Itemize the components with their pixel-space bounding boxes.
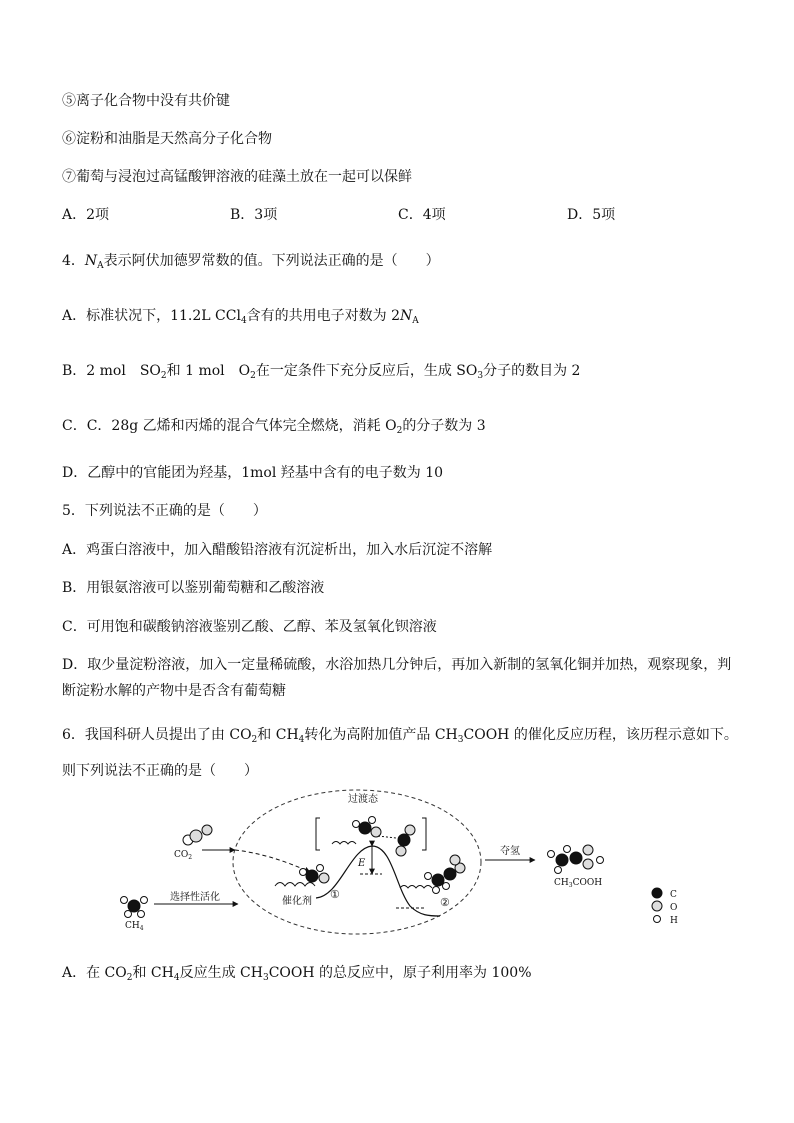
q3-option-b: B．3项 xyxy=(230,207,278,223)
ts-co2-carbon xyxy=(398,834,410,846)
adsorbed-carbon xyxy=(306,870,318,882)
step2-carbon-2 xyxy=(444,868,456,880)
q5-option-a: A．鸡蛋白溶液中，加入醋酸铅溶液有沉淀析出，加入水后沉淀不溶解 xyxy=(62,542,493,558)
q5-option-d-line1: D．取少量淀粉溶液，加入一定量稀硫酸，水浴加热几分钟后，再加入新制的氢氧化铜并加热，观察现象，判 xyxy=(62,657,732,673)
legend-oxygen-label: O xyxy=(670,903,678,913)
statement-6: ⑥淀粉和油脂是天然高分子化合物 xyxy=(62,131,272,147)
legend-hydrogen-marker xyxy=(654,916,661,923)
q6-option-a: A．在 $CO_2$和 $CH_4$反应生成 $CH_3COOH$ 的总反应中，原子利用率为 100% xyxy=(62,965,532,983)
energy-label: E xyxy=(358,858,366,869)
ts-carbon xyxy=(359,822,371,834)
ts-bracket-right xyxy=(422,818,426,850)
q4-option-d: D．乙醇中的官能团为羟基，1mol 羟基中含有的电子数为 10 xyxy=(62,465,444,481)
q4-stem: 4．$N_A$表示阿伏加德罗常数的值。下列说法正确的是（ ） xyxy=(62,253,440,271)
step2-carbon-1 xyxy=(432,874,444,886)
step-2-label: ② xyxy=(440,896,450,909)
energy-profile-curve xyxy=(316,846,440,916)
co2-dashed-arrow xyxy=(235,850,310,872)
legend-hydrogen-label: H xyxy=(670,916,678,926)
q5-option-d-line2: 断淀粉水解的产物中是否含有葡萄糖 xyxy=(62,683,286,699)
q4-option-b: B．2 mol $SO_2$和 1 mol $O_2$在一定条件下充分反应后，生成 $SO_3$分子的数目为 2 xyxy=(62,363,581,381)
catalyst-surface-1 xyxy=(275,883,315,887)
abstract-h-label: 夺氢 xyxy=(500,846,520,857)
co2-label: $CO_2$ xyxy=(174,850,193,861)
reaction-mechanism-diagram xyxy=(110,788,710,938)
catalyst-label: 催化剂 xyxy=(282,896,312,907)
selective-activation-label: 选择性活化 xyxy=(170,892,220,903)
catalyst-surface-2 xyxy=(400,886,432,889)
q5-option-b: B．用银氨溶液可以鉴别葡萄糖和乙酸溶液 xyxy=(62,580,325,596)
q3-option-c: C．4项 xyxy=(398,207,446,223)
step-1-label: ① xyxy=(330,888,340,901)
q5-option-c: C．可用饱和碳酸钠溶液鉴别乙酸、乙醇、苯及氢氧化钡溶液 xyxy=(62,619,437,635)
q4-option-a: A．标准状况下，11.2L CCl$_4$含有的共用电子对数为 $2N_A$ xyxy=(62,308,419,326)
q6-stem-line1: 6．我国科研人员提出了由 $CO_2$和 $CH_4$转化为高附加值产品 $CH_3COOH$ 的催化反应历程，该历程示意如下。 xyxy=(62,727,738,745)
ts-bracket-left xyxy=(316,818,320,850)
co2-molecule xyxy=(183,825,212,845)
ch4-molecule xyxy=(121,897,148,918)
q3-option-a: A．2项 xyxy=(62,207,110,223)
statement-5: ⑤离子化合物中没有共价键 xyxy=(62,93,230,109)
q5-stem: 5．下列说法不正确的是（ ） xyxy=(62,503,267,519)
legend-carbon-label: C xyxy=(670,890,677,900)
statement-7: ⑦葡萄与浸泡过高锰酸钾溶液的硅藻土放在一起可以保鲜 xyxy=(62,169,412,185)
transition-region-ellipse xyxy=(233,790,481,934)
q6-stem-line2: 则下列说法不正确的是（ ） xyxy=(62,763,258,779)
ch3cooh-molecule xyxy=(548,845,604,874)
legend-carbon-marker xyxy=(652,888,662,898)
q4-option-c: C．C．28g 乙烯和丙烯的混合气体完全燃烧，消耗 $O_2$的分子数为 3 xyxy=(62,418,486,436)
ch4-label: $CH_4$ xyxy=(125,921,144,932)
ch3cooh-label: $CH_3COOH$ xyxy=(554,878,603,889)
atom-legend xyxy=(652,888,678,926)
transition-state-label: 过渡态 xyxy=(348,794,378,805)
q3-option-d: D．5项 xyxy=(567,207,616,223)
legend-oxygen-marker xyxy=(652,901,662,911)
